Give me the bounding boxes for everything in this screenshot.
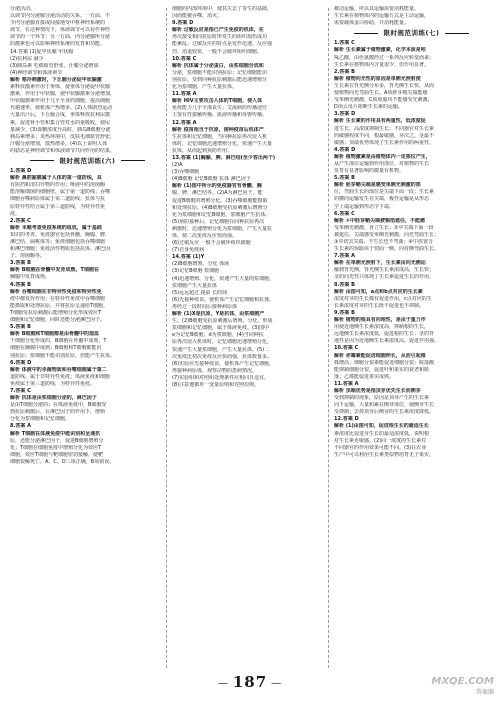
text-line: 细胞吞噬病原体属于第二道防线；抗体与抗 — [10, 196, 106, 203]
text-line: 的稳态是神经调节和体液调节共同作用的结果。 — [10, 147, 116, 154]
text-line: 需要载体蛋白协助，并消耗能量。 — [334, 20, 410, 27]
answer-line: 4.答案 B — [10, 281, 31, 288]
text-line: 能抑制细胞分裂，促进叶和果实的衰老和脱 — [334, 366, 430, 373]
answer-line: 4.答案 D — [334, 146, 356, 153]
text-line: T细胞受抗原刺激后能增殖分化形成效应T — [10, 309, 102, 316]
text-line: 的横向运输发生在尖端，极性运输是从形态 — [334, 196, 430, 203]
text-line: 生长素的琼脂块于切面一侧，向对侧弯曲生长。 — [334, 246, 440, 253]
text-line: (4)B细胞 记忆B细胞 抗体 淋巴因子 — [172, 176, 251, 183]
text-line: (7)实验组和对照组处理条件应相同且适宜。 — [172, 374, 270, 381]
explanation-line: 解析 胚芽鞘尖端是感受单侧光刺激的部 — [334, 182, 421, 189]
text-line: 素浓度比促进芽生长的最适浓度低，说明根 — [334, 430, 430, 437]
text-line: 不同器官的作用效果可能不同。(3)在农业 — [334, 444, 427, 451]
answer-line: 7.答案 A — [334, 253, 355, 260]
text-line: 向下运输，大量积累在侧芽部位，使侧芽生长 — [334, 402, 435, 409]
text-line: 淋巴结、扁桃体等；免疫细胞包括吞噬细胞 — [10, 239, 106, 245]
text-line: 受到抑制的现象，原因是顶芽产生的生长素 — [334, 395, 430, 402]
text-line: 分化为浆细胞和记忆细胞。 — [10, 416, 71, 423]
text-line: 茎的向光性只体现了生长素促进生长的作用。 — [334, 274, 435, 281]
text-line: 干细胞分化形成的，B细胞在骨髓中成熟，T — [10, 338, 107, 345]
text-line: 免疫属于第三道防线，为特异性免疫。 — [10, 380, 96, 387]
explanation-line: 解析 吞噬细胞在非特异性免疫和特异性免 — [10, 288, 102, 295]
text-line: 受抑制；去掉顶芽后侧芽的生长素浓度降低。 — [334, 409, 435, 416]
text-line: 的激素也可以影响神经系统的发育和功能。 — [10, 41, 106, 48]
text-line: 快速产生大量浆细胞，产生大量抗体。(5)二 — [172, 346, 270, 353]
text-line: (2)A — [172, 162, 183, 169]
text-line: 生长素在植物体内的运输方式是主动运输， — [334, 13, 430, 20]
text-line: 被动运输，所以其运输需要消耗能量。 — [334, 6, 420, 12]
text-line: 道防线，属于非特异性免疫；体液免疫和细胞 — [10, 373, 111, 380]
answer-line: 5.答案 B — [10, 324, 31, 331]
text-line: 少内分泌腺直接或间接地受中枢神经系统的 — [10, 20, 106, 27]
text-line: 知识的考查。免疫器官包括骨髓、胸腺、脾、 — [10, 231, 111, 238]
text-line: 刺激时，迅速增殖分化为浆细胞，产生大量抗 — [172, 225, 273, 232]
explanation-line: 解析 疫苗相当于抗原，接种疫苗后机体产 — [172, 126, 264, 133]
middle-column — [172, 6, 327, 671]
explanation-line: 解析 赤霉素能促进细胞伸长，从而引起植 — [334, 352, 426, 359]
answer-line: 9.答案 B — [334, 309, 355, 316]
text-line: 敏感；顶端优势体现了生长素作用的两重性。 — [334, 139, 435, 146]
text-line: (8)注意遵循单一变量原则和对照原则。 — [172, 381, 260, 388]
section-title — [334, 30, 489, 37]
text-line: 生。(2)B细胞受抗原刺激后增殖、分化，形成 — [172, 318, 273, 325]
text-line: D项云母片阻断生长素的运输。 — [334, 104, 403, 111]
text-line: 原，还能分泌淋巴因子，促进B细胞增殖分 — [10, 437, 104, 444]
text-line: 受单侧光刺激，直立生长；②中尖端下面一段 — [334, 224, 434, 231]
explanation-line: 解析 顶端优势是指顶芽优先生长而侧芽 — [334, 387, 421, 394]
text-line: 以调节内分泌腺分泌活动的关系。一方面，不 — [10, 13, 111, 20]
text-line: e为记忆B细胞，d为浆细胞。(4)当同种抗 — [172, 332, 264, 339]
text-line: 发育有显著影响的微量有机物。 — [334, 168, 405, 175]
text-line: 浆细胞和记忆细胞，属于体液免疫。(3)图中 — [172, 325, 270, 332]
text-line: 激素，作用于甲状腺，使甲状腺激素分泌增加， — [10, 91, 116, 98]
text-line: 抗体，从而起到预防作用。 — [172, 147, 233, 154]
answer-line: 12.答案 D — [334, 416, 359, 423]
text-line: 和淋巴细胞；免疫活性物质包括抗体、淋巴因 — [10, 246, 111, 253]
text-line: 再次接受相同抗原时所发生的组织损伤或功 — [172, 34, 268, 41]
explanation-line: 解析 生长素属于植物激素，化学本质是吲 — [334, 47, 426, 54]
text-line: (6)实验应先接种疫苗，使机体产生记忆细胞， — [172, 360, 275, 367]
section-title-text: 限时规范训练(六) — [59, 156, 116, 165]
text-line: 主要有性接触传播、血液传播和母婴传播。 — [172, 112, 268, 119]
explanation-line: 解析 在单侧光照射下，生长素由向光侧运 — [334, 260, 426, 267]
text-line: 甲状腺激素作用于几乎全身的细胞，提高细胞 — [10, 98, 111, 105]
text-line: 细胞裂解死亡。A、C、D三项正确，B项错误。 — [10, 458, 115, 465]
text-line: (5)远远超过 提前 长时间 — [172, 289, 228, 296]
text-line: (7)自身免疫病 — [172, 247, 205, 254]
text-line: 株增高；细胞分裂素能促进细胞分裂；脱落酸 — [334, 359, 435, 366]
text-line: 进生长，高浓度抑制生长；不同器官对生长素 — [334, 125, 435, 132]
answer-line: 2.答案 C — [10, 217, 31, 224]
text-line: 细胞在胸腺中成熟；B细胞和T细胞都能识 — [10, 345, 102, 352]
answer-line: 1.答案 D — [10, 168, 32, 175]
answer-line: 8.答案 A — [10, 423, 31, 430]
answer-line: 10.答案 C — [334, 345, 359, 352]
text-line: 原特异性结合属于第三道防线，为特异性免 — [10, 203, 106, 210]
column-divider — [328, 8, 329, 668]
answer-line: 6.答案 C — [334, 210, 355, 217]
text-line: 学上端运输到形态学下端。 — [334, 203, 395, 210]
text-line: 被遮住，尖端感受单侧光刺激，向光弯曲生长； — [334, 231, 440, 238]
answer-line: 3.答案 B — [10, 260, 31, 267]
explanation-line: 解析 抗体是由浆细胞分泌的，淋巴因子 — [10, 395, 97, 402]
answer-line: 12.答案 A — [172, 119, 197, 126]
text-line: 到抗原刺激后，在淋巴因子的作用下，增殖 — [10, 409, 106, 416]
text-line: 别抗原，受到同种抗原刺激后能迅速增殖分 — [172, 76, 268, 83]
text-line: (3)记忆B细胞 浆细胞 — [172, 268, 220, 275]
explanation-line: 解析 本题考查免疫系统的组成，属于基础 — [10, 224, 102, 231]
text-line: 子、溶菌酶等。 — [10, 253, 46, 260]
text-line: 细胞的内部环境中，使其失去了寄生的基础， — [172, 6, 273, 12]
explanation-line: 解析 寒冷刺激时，下丘脑分泌促甲状腺激 — [10, 76, 102, 83]
text-line: ③中切去尖端，不生长也不弯曲；④中放置含 — [334, 239, 433, 245]
text-line: 素释放激素作用于垂体，使垂体分泌促甲状腺 — [10, 84, 111, 91]
text-line: 地性是因为近地侧生长素浓度高，促进作用强。 — [334, 338, 440, 345]
section-title-text: 限时规范训练(七) — [383, 29, 440, 38]
text-line: 有阻挡和清扫异物的作用；唾液中的溶菌酶 — [10, 182, 106, 189]
explanation-line: 解析 鼻腔黏膜属于人体的第一道防线，具 — [10, 175, 102, 182]
text-line: (4)迅速增殖、分化，快速产生大量的浆细胞， — [172, 275, 275, 282]
text-line: 烈、消退较快，一般不会破坏组织细胞。 — [172, 48, 263, 55]
text-line: (6)先接种疫苗，使机体产生记忆细胞和抗体， — [172, 296, 275, 303]
text-line: 能摄取和处理抗原，并将抗原呈递给T细胞。 — [10, 302, 109, 309]
text-line: 胰岛素增多；炎热环境中，皮肤毛细血管舒张， — [10, 133, 116, 140]
text-line: 14.答案 (1)促甲状腺 甲状腺 — [10, 48, 74, 55]
text-line: (2)B细胞增殖、分化 体液 — [172, 261, 230, 268]
text-line: 原再次侵入机体时，记忆细胞迅速增殖分化， — [172, 339, 273, 346]
explanation-line: 解析 (1)由图可知，促进根生长的最适生长 — [334, 423, 429, 430]
text-line: 受单侧光刺激，C项琼脂块不能感受光刺激， — [334, 97, 433, 104]
text-line: 长素浓度对芽的生长既不促进也不抑制。 — [334, 302, 425, 309]
text-line: 大量出汗后，下丘脑合成，垂体释放抗利尿激 — [10, 112, 111, 119]
text-line: 从产生部位运输到作用部位，对植物的生长 — [334, 160, 430, 167]
answer-line: 2.答案 B — [334, 68, 355, 75]
text-line: (3)胰岛素 毛细血管舒张，汗腺分泌增加 — [10, 62, 99, 69]
answer-line: 6.答案 D — [10, 359, 32, 366]
explanation-line: 解析 植物的根具有向地性，是由于重力作 — [334, 317, 426, 324]
explanation-line: 解析 B细胞在骨髓中发育成熟，T细胞在 — [10, 267, 99, 274]
explanation-line: 解析 植物激素是由植物体内一定部位产生， — [334, 153, 431, 160]
text-line: 对生长素更敏感。(2)同一浓度的生长素对 — [334, 437, 427, 444]
column-divider — [166, 8, 167, 668]
text-line: 再接种病原体，观察动物的患病情况。 — [172, 367, 258, 374]
text-line: 细胞和记忆细胞，同时还能分泌淋巴因子。 — [10, 317, 106, 324]
text-line: 素，促进肾小管和集合管对水的重吸收，使尿 — [10, 119, 111, 126]
right-column — [334, 6, 489, 671]
watermark-sub: 答案圈 — [475, 689, 494, 696]
text-line: 生产中可以利用生长素类似物培育无子果实。 — [334, 451, 435, 458]
text-line: 再经过一段时间后接种病原体 — [172, 303, 238, 310]
left-column — [10, 6, 165, 671]
text-line: 汗腺分泌增加，散热增多。(4)以上说明人体 — [10, 140, 108, 147]
explanation-line: 解析 (1)图中所示的免疫器官有骨髓、胸 — [172, 183, 262, 190]
page-number: — 187 — — [214, 673, 286, 691]
text-line: 和处理抗原。(4)B细胞受抗原刺激后增殖分 — [172, 204, 268, 211]
text-line: 能溶解细菌的细胞壁，属于第一道防线；吞噬 — [10, 189, 111, 196]
explanation-line: 解析 过敏反应是指已产生免疫的机体，在 — [172, 27, 264, 34]
text-line: 远地侧生长素浓度低，促进根的生长；茎的背 — [334, 331, 435, 338]
explanation-line: 解析 T细胞在体液免疫中能识别和呈递抗 — [10, 430, 101, 437]
text-line: 化；T细胞在细胞免疫中增殖分化为效应T — [10, 444, 102, 451]
text-line: 量减少。(3)血糖浓度升高时，胰岛B细胞分泌 — [10, 126, 111, 133]
explanation-line: 解析 由图可知，a点和b点对应的生长素 — [334, 288, 423, 295]
explanation-line: 解析 体液中的杀菌物质和吞噬细胞属于第二 — [10, 366, 107, 373]
watermark-main: MXQE.COM — [431, 676, 494, 687]
text-line: 因而能被吞噬、消灭。 — [172, 13, 223, 20]
answer-line: 10.答案 C — [172, 55, 197, 62]
text-line: 哚乙酸，由色氨酸经过一系列反应转变而来； — [334, 54, 435, 61]
text-line: 使植物向光弯曲生长。A项胚芽鞘尖端能感 — [334, 90, 428, 97]
text-line: (5)预防接种后，记忆细胞在同种抗原再次 — [172, 218, 265, 225]
text-line: 细胞，效应T细胞与靶细胞密切接触，使靶 — [10, 451, 104, 458]
text-line: 腺、脾、淋巴结等。(2)A为淋巴因子，能 — [172, 190, 263, 197]
answer-line: 1.答案 C — [334, 40, 355, 47]
answer-line: 3.答案 D — [334, 111, 356, 118]
explanation-line: 解析 (1)X是抗原，Y是抗体，由浆细胞产 — [172, 311, 265, 318]
answer-line: 7.答案 C — [10, 387, 31, 394]
text-line: 体，使二次免疫反应快而强。 — [172, 233, 238, 239]
text-line: 次免疫比初次免疫反应快而强，抗体数量多。 — [172, 353, 273, 360]
text-line: 别抗原；浆细胞不能识别抗原，但能产生抗体。 — [10, 352, 116, 359]
text-line: (6)过敏反应 一般不会破坏组织细胞 — [172, 240, 251, 247]
watermark-logo — [424, 676, 494, 700]
text-line: 的敏感程度不同，根最敏感，芽次之，茎最不 — [334, 132, 435, 139]
text-line: 生长素在背光侧分布多，背光侧生长快，从而 — [334, 82, 435, 89]
text-line: 输到背光侧，背光侧生长素浓度高，生长快； — [334, 267, 435, 274]
text-line: 落；乙烯能促进果实成熟。 — [334, 373, 395, 380]
text-line: 生抗体和记忆细胞，当同种抗原再次侵入机 — [172, 133, 268, 140]
text-line: 调节，在这种情况下，体液调节可以看作神经 — [10, 27, 111, 34]
text-line: 疫。 — [10, 210, 21, 217]
text-line: 位，弯曲生长的部位是尖端下面一段；生长素 — [334, 189, 435, 196]
explanation-line: 解析 HIV主要攻击人体的T细胞，使人体 — [172, 98, 263, 105]
explanation-line: 解析 植物向光性的原因是单侧光照射使 — [334, 75, 421, 82]
answer-line: 11.答案 A — [172, 91, 197, 98]
text-line: 疫中都发挥作用；在特异性免疫中吞噬细胞 — [10, 295, 106, 302]
text-line: 浓度对芽的生长都有促进作用，c点对应的生 — [334, 295, 432, 302]
explanation-line: 解析 B细胞和T细胞都是由骨髓中的造血 — [10, 331, 99, 338]
text-line: 化为浆细胞和记忆B细胞，浆细胞产生抗体。 — [172, 211, 271, 218]
text-line: 浆细胞产生大量抗体 — [172, 282, 218, 289]
text-line: 胸腺中发育成熟。 — [10, 274, 51, 281]
text-line: (2)抗利尿 减少 — [10, 55, 44, 62]
text-line: 促进B细胞的增殖分化。(3)吞噬细胞能摄取 — [172, 197, 268, 204]
answer-line: 8.答案 B — [334, 281, 355, 288]
answer-line: 5.答案 B — [334, 175, 355, 182]
text-line: 调节的一个环节；另一方面，内分泌腺所分泌 — [10, 34, 111, 41]
explanation-line: 解析 ①中胚芽鞘尖端被锡箔遮住，不能感 — [334, 217, 425, 224]
text-line: (3)吞噬细胞 — [172, 169, 200, 176]
text-line: 体时，记忆细胞迅速增殖分化，快速产生大量 — [172, 140, 273, 147]
text-line: 免疫能力几乎全部丧失；艾滋病的传播途径 — [172, 105, 268, 112]
text-line: 用使近地侧生长素浓度高，抑制根的生长， — [334, 324, 430, 331]
text-line: 分泌，浆细胞不能识别抗原；记忆细胞能识 — [172, 69, 268, 76]
text-line: 代谢速率，使机体产热增多。(2)人体剧烈运动 — [10, 105, 113, 112]
text-line: 能紊乱；过敏反应的特点是发作迅速、反应强 — [172, 41, 273, 48]
answer-line: 14.答案 (1)Y — [172, 254, 205, 261]
section-title — [10, 158, 165, 165]
text-line: 化为浆细胞，产生大量抗体。 — [172, 84, 238, 91]
explanation-line: 解析 生长素的作用具有两重性，低浓度促 — [334, 118, 426, 125]
answer-line: 13.答案 (1)胸腺、脾、淋巴结(至少答出两个) — [172, 154, 276, 161]
answer-line: 9.答案 D — [172, 20, 194, 27]
answer-line: 11.答案 A — [334, 380, 359, 387]
text-line: 生长素在植物体内含量很少，但作用显著。 — [334, 61, 430, 68]
text-line: (4)神经调节和体液调节 — [10, 69, 63, 76]
explanation-line: 解析 抗体属于分泌蛋白，由浆细胞合成和 — [172, 62, 264, 69]
text-line: 是由T细胞分泌的；在体液免疫中，B细胞受 — [10, 402, 107, 409]
text-line: 分泌活动。 — [10, 6, 36, 12]
